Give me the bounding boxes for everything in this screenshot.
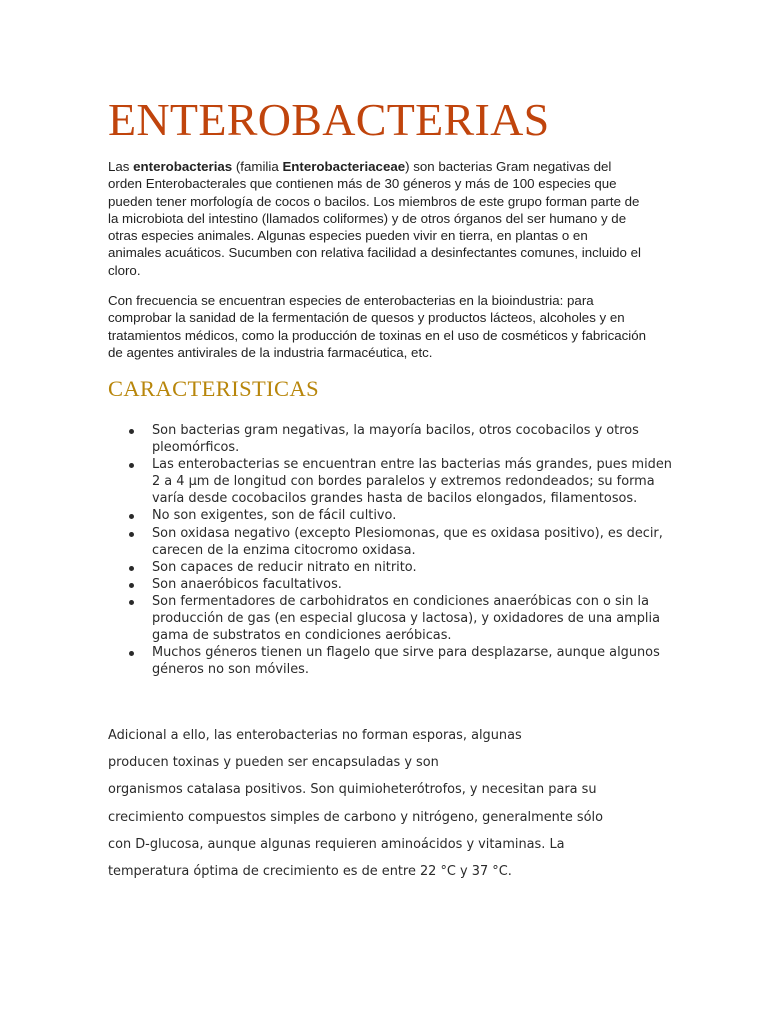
- bullet-icon: [129, 429, 134, 434]
- list-item: [152, 593, 672, 644]
- list-item-text: Son capaces de reducir nitrato en nitrito.: [152, 559, 417, 575]
- closing-paragraph-line: crecimiento compuestos simples de carbono y nitrógeno, generalmente sólo: [108, 809, 603, 825]
- list-item-text: Son fermentadores de carbohidratos en condiciones anaeróbicas con o sin la producción de gas (en especial glucosa y lactosa), y oxidadores de una amplia gama de substratos en condiciones aeróbicas.: [152, 593, 660, 644]
- list-item: [152, 644, 672, 678]
- bullet-icon: [129, 583, 134, 588]
- list-item: [152, 507, 672, 524]
- characteristics-list: [152, 422, 672, 678]
- intro-bold-family: Enterobacteriaceae: [282, 159, 406, 174]
- closing-paragraph-line: producen toxinas y pueden ser encapsuladas y son: [108, 755, 439, 771]
- intro-bold-enterobacterias: enterobacterias: [133, 159, 233, 174]
- list-item: [152, 422, 672, 456]
- list-item: [152, 559, 672, 576]
- section-heading-caracteristicas: CARACTERISTICAS: [108, 376, 320, 401]
- intro-text-2: (familia: [232, 159, 283, 174]
- bullet-icon: [129, 566, 134, 571]
- list-item-text: Muchos géneros tienen un flagelo que sirve para desplazarse, aunque algunos géneros no son móviles.: [152, 645, 660, 678]
- closing-paragraph-line: con D-glucosa, aunque algunas requieren aminoácidos y vitaminas. La: [108, 836, 565, 852]
- list-item-text: No son exigentes, son de fácil cultivo.: [152, 508, 397, 524]
- list-item-text: Son bacterias gram negativas, la mayoría bacilos, otros cocobacilos y otros pleomórficos.: [152, 423, 639, 456]
- document-title: ENTEROBACTERIAS: [108, 94, 550, 145]
- bullet-icon: [129, 514, 134, 519]
- list-item: [152, 525, 672, 559]
- bullet-icon: [129, 651, 134, 656]
- bullet-icon: [129, 532, 134, 537]
- intro-text-3: ) son bacterias Gram negativas del orden Enterobacterales que contienen más de 30 géneros y más de 100 especies que pueden tener morfología de cocos o bacilos. Los miembros de este grupo forman parte de la microbiota del intestino (llamados coliformes) y de otros órganos del ser humano y de otras especies animales. Algunas especies pueden vivir en tierra, en plantas o en animales acuáticos. Sucumben con relativa facilidad a desinfectantes comunes, incluido el cloro.: [108, 159, 641, 278]
- bioindustry-paragraph: Con frecuencia se encuentran especies de enterobacterias en la bioindustria: para comprobar la sanidad de la fermentación de quesos y productos lácteos, alcoholes y en tratamientos médicos, como la producción de toxinas en el uso de cosméticos y fabricación de agentes antivirales de la industria farmacéutica, etc.: [108, 293, 647, 360]
- intro-paragraph: [108, 158, 643, 279]
- list-item: [152, 456, 672, 507]
- bullet-icon: [129, 600, 134, 605]
- closing-paragraph-line: temperatura óptima de crecimiento es de entre 22 °C y 37 °C.: [108, 864, 512, 880]
- list-item-text: Las enterobacterias se encuentran entre las bacterias más grandes, pues miden 2 a 4 µm de longitud con bordes paralelos y extremos redondeados; su forma varía desde cocobacilos grandes hasta de bacilos elongados, filamentosos.: [152, 457, 672, 507]
- closing-paragraph: [108, 722, 668, 885]
- bullet-icon: [129, 463, 134, 468]
- closing-paragraph-line: organismos catalasa positivos. Son quimioheterótrofos, y necesitan para su: [108, 782, 597, 798]
- list-item-text: Son oxidasa negativo (excepto Plesiomonas, que es oxidasa positivo), es decir, carecen de la enzima citocromo oxidasa.: [152, 525, 663, 558]
- list-item-text: Son anaeróbicos facultativos.: [152, 576, 342, 592]
- closing-paragraph-line: Adicional a ello, las enterobacterias no forman esporas, algunas: [108, 728, 522, 743]
- list-item: [152, 576, 672, 593]
- intro-text-1: Las: [108, 159, 134, 174]
